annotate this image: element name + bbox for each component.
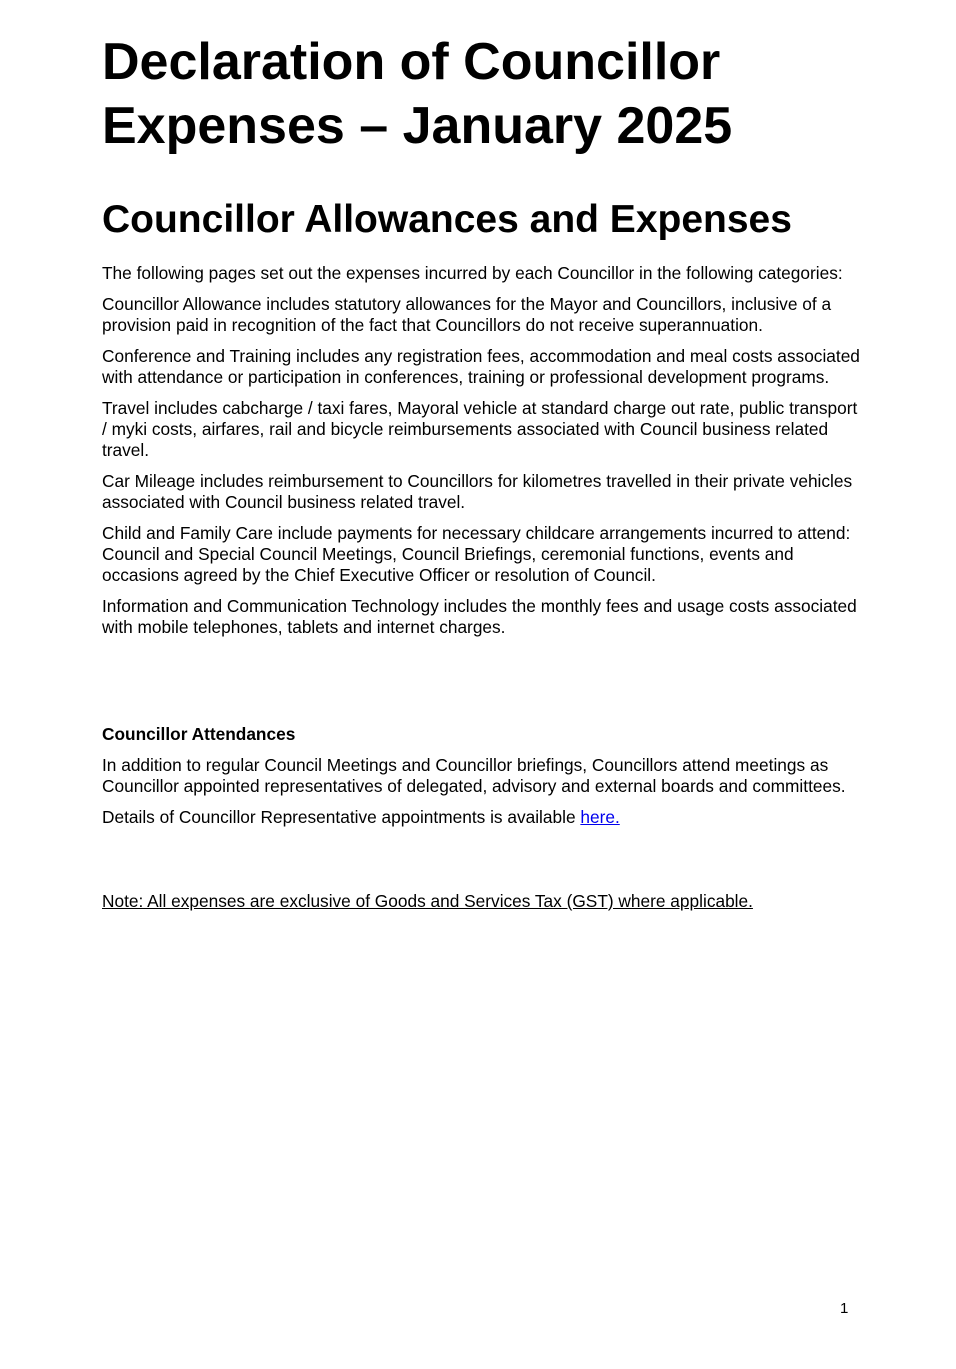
expense-categories xyxy=(102,263,862,648)
section-heading: Councillor Allowances and Expenses xyxy=(102,198,792,241)
details-paragraph xyxy=(102,807,862,828)
child-family-care-paragraph: Child and Family Care include payments for necessary childcare arrangements incurred to attend: Council and Special Council Meetings, Council Briefings, ceremonial functions, events and occasions agreed by the Chief Executive Officer or resolution of Council. xyxy=(102,523,851,585)
document-title: Declaration of Councillor Expenses – January 2025 xyxy=(102,33,733,155)
gst-note: Note: All expenses are exclusive of Goods and Services Tax (GST) where applicable. xyxy=(102,891,753,911)
attendances-heading: Councillor Attendances xyxy=(102,724,296,744)
councillor-allowance-paragraph: Councillor Allowance includes statutory allowances for the Mayor and Councillors, inclusive of a provision paid in recognition of the fact that Councillors do not receive superannuation. xyxy=(102,294,832,335)
attendances-paragraph: In addition to regular Council Meetings and Councillor briefings, Councillors attend meetings as Councillor appointed representatives of delegated, advisory and external boards and committees. xyxy=(102,755,846,796)
page-number: 1 xyxy=(840,1300,849,1317)
details-text: Details of Councillor Representative appointments is available xyxy=(102,807,581,827)
attendances-section xyxy=(102,724,862,838)
ict-paragraph: Information and Communication Technology includes the monthly fees and usage costs associated with mobile telephones, tablets and internet charges. xyxy=(102,596,857,637)
travel-paragraph: Travel includes cabcharge / taxi fares, Mayoral vehicle at standard charge out rate, public transport / myki costs, airfares, rail and bicycle reimbursements associated with Council business related travel. xyxy=(102,398,858,460)
conference-training-paragraph: Conference and Training includes any registration fees, accommodation and meal costs associated with attendance or participation in conferences, training or professional development programs. xyxy=(102,346,860,387)
intro-paragraph: The following pages set out the expenses incurred by each Councillor in the following categories: xyxy=(102,263,843,283)
here-link[interactable]: here. xyxy=(580,807,620,827)
car-mileage-paragraph: Car Mileage includes reimbursement to Councillors for kilometres travelled in their private vehicles associated with Council business related travel. xyxy=(102,471,853,512)
